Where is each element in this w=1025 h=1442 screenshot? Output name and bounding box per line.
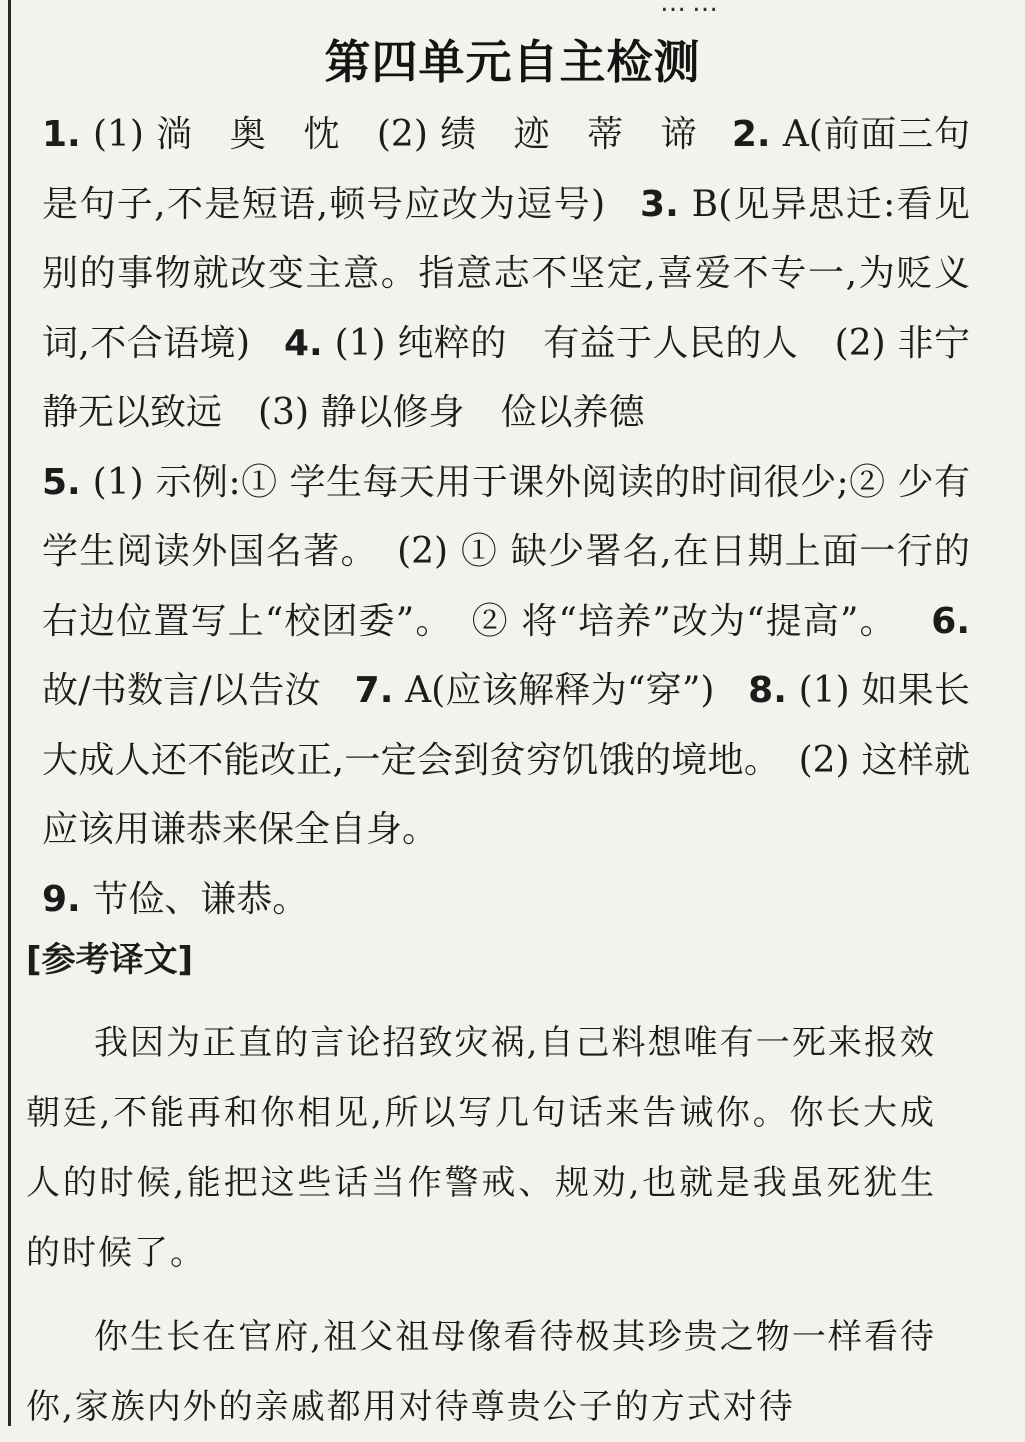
q3-number: 3.	[640, 183, 679, 225]
q1-number: 1.	[42, 114, 81, 155]
translation-paragraph: 你生长在官府,祖父祖母像看待极其珍贵之物一样看待你,家族内外的亲戚都用对待尊贵公子的方式对待	[26, 1317, 936, 1427]
reference-translation-heading: [参考译文]	[26, 940, 194, 980]
q8-number: 8.	[748, 670, 787, 711]
q5-answer: (1) 示例:① 学生每天用于课外阅读的时间很少;② 少有学生阅读外国名著。 (2) ① 缺少署名,在日期上面一行的右边位置写上“校团委”。 ② 将“培养”改为“提高”。	[42, 461, 970, 642]
header-fragment: ……	[660, 0, 724, 18]
translation-paragraph: 我因为正直的言论招致灾祸,自己料想唯有一死来报效朝廷,不能再和你相见,所以写几句话来告诫你。你长大成人的时候,能把这些话当作警戒、规劝,也就是我虽死犹生的时候了。	[26, 1023, 936, 1273]
q8-answer: (1) 如果长大成人还不能改正,一定会到贫穷饥饿的境地。 (2) 这样就应该用谦恭来保全自身。	[42, 670, 970, 850]
reference-translation	[26, 1008, 936, 1442]
q9-answer: 节俭、谦恭。	[92, 878, 309, 920]
left-margin-rule	[8, 0, 11, 1426]
q7-answer: A(应该解释为“穿”)	[405, 670, 715, 711]
q9-number: 9.	[42, 878, 81, 920]
q2-number: 2.	[731, 114, 771, 155]
q7-number: 7.	[354, 670, 394, 711]
q5-number: 5.	[42, 461, 81, 503]
q4-answer: (1) 纯粹的 有益于人民的人 (2) 非宁静无以致远 (3) 静以修身 俭以养德	[42, 322, 970, 433]
q6-answer: 故/书数言/以告汝	[42, 670, 321, 711]
answer-block	[42, 100, 970, 934]
q2-answer: A(前面三句是句子,不是短语,顿号应改为逗号)	[42, 114, 970, 225]
q4-number: 4.	[283, 322, 323, 364]
q3-answer: B(见异思迁:看见别的事物就改变主意。指意志不坚定,喜爱不专一,为贬义词,不合语境)	[42, 183, 970, 364]
q1-answer: (1) 淌 奥 忱 (2) 绩 迹 蒂 谛	[92, 114, 698, 155]
page-title: 第四单元自主检测	[324, 35, 701, 89]
q6-number: 6.	[931, 600, 970, 642]
